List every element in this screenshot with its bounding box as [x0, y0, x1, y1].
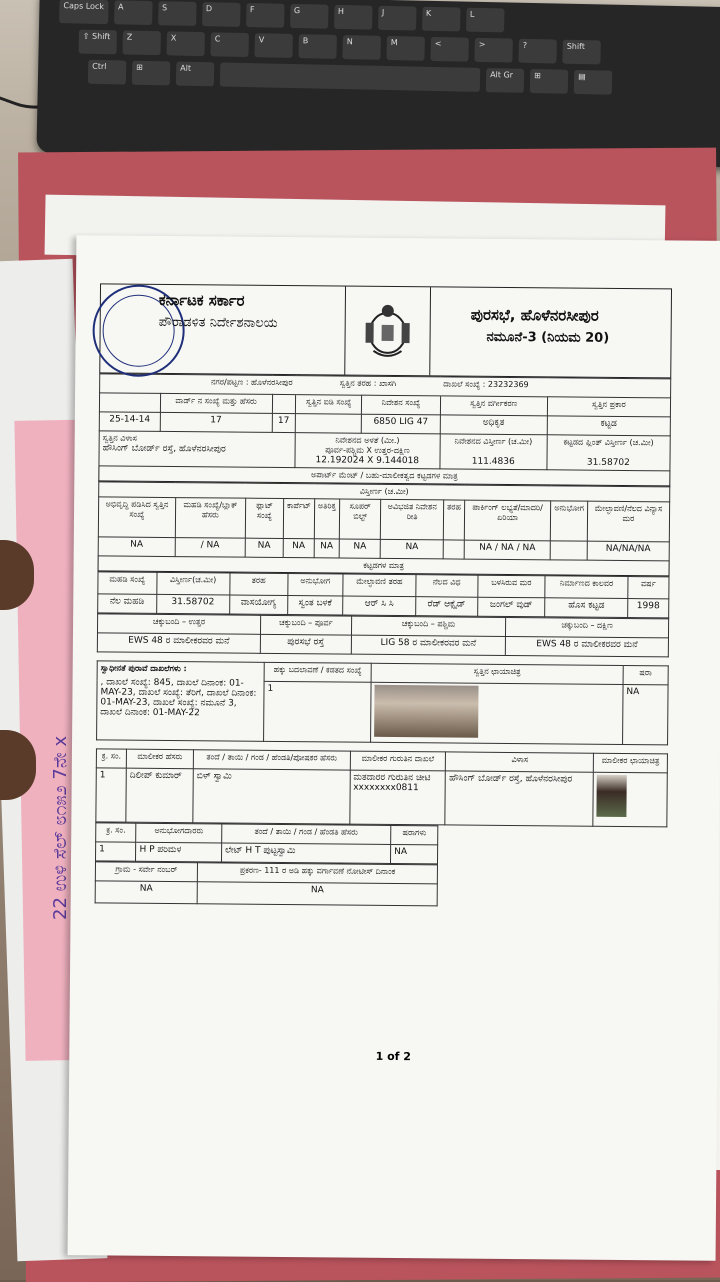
- column-header: ಅತಿರಿಕ್ತ: [314, 499, 339, 539]
- column-header: [99, 393, 160, 413]
- keyboard-key: Caps Lock: [59, 0, 108, 24]
- occupant-table: [95, 822, 439, 864]
- column-header: ತಂದೆ / ತಾಯಿ / ಗಂಡ / ಹೆಂಡತಿ/ಪೋಷಕರ ಹೆಸರು: [193, 750, 350, 770]
- table-cell: ಮತದಾರರ ಗುರುತಿನ ಚೀಟಿ xxxxxxxx0811: [349, 770, 445, 825]
- column-header: ನೆಲದ ವಿಧ: [416, 575, 478, 598]
- keyboard-row-3: [88, 60, 612, 95]
- table-cell: ಕಟ್ಟಡ: [547, 416, 670, 436]
- form-header: [99, 283, 672, 378]
- table-cell: EWS 48 ರ ಮಾಲೀಕರವರ ಮನೆ: [97, 633, 260, 653]
- ownership-evidence-table: [96, 660, 669, 745]
- keyboard-key: [220, 62, 480, 91]
- column-header: ಚಕ್ಕುಬಂದಿ – ಪಶ್ಚಿಮ: [351, 616, 506, 636]
- deed-label: ಸ್ವಾಧೀನತೆ ಪುರಾವೆ ದಾಖಲೆಗಳು :: [100, 663, 187, 674]
- table-cell: NA: [245, 538, 283, 557]
- owner-photo: [597, 775, 627, 817]
- building-table: [97, 571, 669, 618]
- table-cell: ಲೇಟ್ H T ಪುಟ್ಟಸ್ವಾಮಿ: [221, 843, 390, 863]
- column-header: ಫ್ಲಾಟ್ ಸಂಖ್ಯೆ: [245, 498, 283, 538]
- column-header: ಮಹಡಿ ಸಂಖ್ಯೆ/ಬ್ಲಾಕ್ ಹೆಸರು: [175, 498, 245, 539]
- keyboard-key: H: [334, 5, 372, 30]
- keyboard-key: Ctrl: [88, 60, 126, 85]
- property-photo: [374, 685, 478, 738]
- keyboard-key: C: [210, 32, 248, 57]
- building-section-title: ಕಟ್ಟಡಗಳ ಮಾತ್ರ: [98, 556, 670, 576]
- column-header: ಸೂಪರ್ ಬಿಲ್ಟ್: [339, 499, 381, 539]
- table-cell: NA: [197, 882, 437, 906]
- apartment-table: [98, 481, 671, 561]
- owner-table: [95, 748, 668, 827]
- column-header: ಮಾಲೀಕರ ಛಾಯಾಚಿತ್ರ: [594, 753, 668, 773]
- column-header: ಕ್ರ. ಸಂ.: [96, 749, 126, 768]
- municipality-title: ಪುರಸಭೆ, ಹೊಳೆನರಸೀಪುರ: [470, 305, 599, 325]
- dimensions-sub-label: ಪೂರ್ವ-ಪಶ್ಚಿಮ X ಉತ್ತರ-ದಕ್ಷಿಣ: [325, 445, 410, 456]
- column-header: ಗ್ರಾಮ - ಸರ್ವೇ ನಂಬರ್: [95, 862, 197, 882]
- column-header: ಷರಾಗಳು: [391, 825, 438, 844]
- keyboard-key: D: [202, 2, 240, 27]
- handwritten-note: 22 ಉಳಿ ಸೆಲ್ ೮೧೫೨ 7ನೇ x: [50, 735, 71, 920]
- table-cell: EWS 48 ರ ಮಾಲೀಕರವರ ಮನೆ: [505, 636, 668, 656]
- apartment-section-title: ಅಪಾರ್ಟ್ ಮೆಂಟ್ / ಬಹು-ಮಾಲೀಕತ್ವದ ಕಟ್ಟಡಗಳ ಮಾತ್ರ: [98, 466, 670, 486]
- column-header: [272, 394, 296, 413]
- keyboard-key: B: [298, 34, 336, 59]
- header-right: [430, 287, 671, 377]
- keyboard-key: Alt Gr: [486, 68, 524, 93]
- page-number: 1 of 2: [375, 1049, 412, 1064]
- column-header: ಕಾರ್ಪೆಟ್: [283, 499, 314, 539]
- transfer-value: 1: [264, 681, 372, 742]
- table-cell: ಪುರಸಭೆ ರಸ್ತೆ: [260, 634, 351, 654]
- column-header: ಮೇಲ್ಛಾವಣಿ/ನೆಲದ ವಿನ್ಯಾಸ ಮರ: [587, 501, 669, 542]
- keyboard-key: ⇧ Shift: [78, 30, 116, 55]
- header-left: [100, 284, 346, 374]
- column-header: ಚಕ್ಕುಬಂದಿ – ಪೂರ್ವ: [260, 615, 351, 635]
- keyboard-key: ?: [518, 39, 556, 64]
- column-header: ಅನುಭೋಗದಾರರು: [136, 823, 222, 843]
- keyboard-key: X: [166, 31, 204, 56]
- keyboard-key: V: [254, 33, 292, 58]
- keyboard-key: K: [422, 7, 460, 32]
- column-header: ಕ್ರ. ಸಂ.: [96, 823, 137, 842]
- table-cell: 31.58702: [156, 594, 229, 614]
- dimensions-value: 12.192024 X 9.144018: [315, 455, 420, 467]
- column-header: ಚಕ್ಕುಬಂದಿ – ಉತ್ತರ: [97, 614, 260, 634]
- property-type-label: ಸ್ವತ್ತಿನ ತರಹ : ಖಾಸಗಿ: [296, 376, 441, 396]
- table-cell: ಹೌಸಿಂಗ್ ಬೋರ್ಡ್ ರಸ್ತೆ, ಹೊಳೆನರಸೀಪುರ: [445, 771, 594, 826]
- keyboard-key: M: [386, 36, 424, 61]
- column-header: ಬಳಸಿರುವ ಮರ: [477, 575, 545, 598]
- form-page: [68, 235, 720, 1261]
- column-header: ತರಹ: [230, 573, 288, 596]
- address-label: ಸ್ವತ್ತಿನ ವಿಳಾಸ: [102, 433, 137, 443]
- directorate-title: ಪೌರಾಡಳಿತ ನಿರ್ದೇಶನಾಲಯ: [158, 314, 278, 331]
- column-header: ಮಾಲೀಕರ ಗುರುತಿನ ದಾಖಲೆ: [350, 751, 446, 771]
- column-header: ತರಹ: [443, 500, 464, 540]
- column-header: ಮಹಡಿ ಸಂಖ್ಯೆ: [98, 572, 157, 595]
- keyboard-key: Shift: [562, 40, 600, 65]
- state-emblem-icon: [359, 299, 416, 363]
- table-cell: ನೆಲ ಮಹಡಿ: [98, 594, 157, 614]
- table-cell: NA: [314, 539, 339, 558]
- column-header: ಮೇಲ್ಛಾವಣಿ ತರಹ: [343, 574, 416, 597]
- table-cell: NA: [98, 537, 175, 557]
- plinth-area-cell: [547, 435, 670, 471]
- property-id-table: [98, 373, 671, 471]
- address-cell: [99, 431, 295, 468]
- keyboard-key: J: [378, 6, 416, 31]
- keyboard-row-1: [59, 0, 504, 32]
- table-cell: NA: [283, 539, 314, 558]
- table-cell: 1998: [628, 599, 669, 618]
- form-number: ನಮೂನೆ-3 (ನಿಯಮ 20): [486, 329, 610, 346]
- table-cell: / NA: [175, 538, 245, 558]
- survey-table: [95, 861, 439, 906]
- government-title: ಕರ್ನಾಟಕ ಸರ್ಕಾರ: [158, 290, 245, 310]
- plinth-area-value: 31.58702: [586, 457, 630, 469]
- table-cell: ಸ್ವಂತ ಬಳಕೆ: [287, 596, 342, 615]
- property-form: [95, 283, 672, 908]
- keyboard-key: Alt: [176, 62, 214, 87]
- table-cell: ಅಧಿಕೃತ: [440, 415, 547, 435]
- keyboard-key: ▤: [574, 70, 612, 95]
- table-cell: LIG 58 ರ ಮಾಲೀಕರವರ ಮನೆ: [351, 635, 506, 655]
- dimensions-label: ನಿವೇಶನದ ಅಳತೆ (ಮೀ.): [335, 435, 400, 446]
- table-cell: 17: [160, 412, 272, 432]
- column-header: ಸ್ವತ್ತಿನ ಪ್ರಕಾರ: [547, 397, 670, 417]
- table-cell: ಆರ್ ಸಿ ಸಿ: [343, 596, 416, 616]
- table-cell: NA/NA/NA: [587, 541, 669, 561]
- table-cell: [443, 540, 464, 559]
- keyboard-key: F: [246, 3, 284, 28]
- record-number-label: ದಾಖಲೆ ಸಂಖ್ಯೆ : 23232369: [440, 377, 671, 398]
- deed-text: , ದಾಖಲೆ ಸಂಖ್ಯೆ: 845, ದಾಖಲೆ ದಿನಾಂಕ: 01-MAY-23, ದಾಖಲೆ ಸಂಖ್ಯೆ: ತೆರಿಗೆ, ದಾಖಲೆ ದಿನಾಂಕ: 01-MAY-23, ದಾಖಲೆ ಸಂಖ್ಯೆ: ನಮೂನೆ 3, ದಾಖಲೆ ದಿನಾಂಕ: 01-MAY-22: [100, 677, 257, 719]
- keyboard-key: L: [466, 8, 504, 33]
- column-header: ಸ್ವತ್ತಿನ ಐಡಿ ಸಂಖ್ಯೆ: [295, 395, 362, 415]
- deed-cell: [97, 661, 265, 741]
- table-cell: 1: [96, 842, 137, 861]
- keyboard-key: G: [290, 4, 328, 29]
- keyboard-key: N: [342, 35, 380, 60]
- keyboard-key: ⊞: [530, 69, 568, 94]
- site-area-value: 111.4836: [471, 456, 515, 468]
- keyboard-key: >: [474, 38, 512, 63]
- plinth-area-label: ಕಟ್ಟಡದ ಪ್ಲಿಂತ್ ವಿಸ್ತೀರ್ಣ (ಚ.ಮೀ): [563, 437, 654, 448]
- column-header: ವಾರ್ಡ್ ನ ಸಂಖ್ಯೆ ಮತ್ತು ಹೆಸರು: [160, 393, 272, 413]
- column-header: ಪಾರ್ಕಿಂಗ್ ಲಭ್ಯತೆ/ಮಾದರಿ/ಏರಿಯಾ: [464, 500, 550, 541]
- column-header: ವರ್ಷ: [628, 577, 669, 599]
- table-cell: 1: [96, 768, 126, 822]
- column-header: ಪ್ರಕರಣ- 111 ರ ಅಡಿ ಹಕ್ಕು ವರ್ಗಾವಣೆ ನೋಟೀಸ್ ದಿನಾಂಕ: [197, 863, 437, 884]
- table-cell: H P ಪರಿಮಳ: [136, 842, 222, 862]
- transfer-label: ಹಕ್ಕು ಬದಲಾವಣೆ / ಕಡತದ ಸಂಖ್ಯೆ: [264, 662, 371, 682]
- city-label: ನಗರ/ಪಟ್ಟಣ : ಹೊಳೆನರಸೀಪುರ: [100, 374, 296, 395]
- column-header: ಚಕ್ಕುಬಂದಿ – ದಕ್ಷಿಣ: [506, 617, 669, 637]
- column-header: ನಿರ್ಮಾಣದ ಕಾಲವರ: [545, 576, 628, 599]
- keyboard-key: ⊞: [132, 61, 170, 86]
- keyboard-key: S: [158, 1, 196, 26]
- remarks-value: NA: [622, 684, 668, 744]
- keyboard: [36, 0, 720, 167]
- table-cell: [295, 414, 362, 434]
- table-cell: NA: [381, 539, 444, 559]
- column-header: ನಿವೇಶನ ಸಂಖ್ಯೆ: [362, 395, 440, 415]
- table-cell: 17: [272, 413, 296, 432]
- column-header: ಸ್ವತ್ತಿನ ವರ್ಗೀಕರಣ: [440, 396, 547, 416]
- table-cell: ಹೊಸ ಕಟ್ಟಡ: [545, 598, 628, 618]
- column-header: ಅನುಭೋಗ: [550, 501, 587, 541]
- column-header: ತಂದೆ / ತಾಯಿ / ಗಂಡ / ಹೆಂಡತಿ ಹೆಸರು: [222, 824, 391, 844]
- property-photo-cell: [371, 682, 623, 744]
- table-cell: NA: [391, 844, 438, 863]
- site-area-label: ನಿವೇಶನದ ವಿಸ್ತೀರ್ಣ (ಚ.ಮೀ): [454, 436, 533, 447]
- table-cell: ದಿಲೀಪ್ ಕುಮಾರ್: [126, 768, 194, 823]
- column-header: ಮಾಲೀಕರ ಹೆಸರು: [126, 749, 193, 769]
- boundaries-table: [97, 613, 669, 657]
- table-cell: [550, 541, 587, 560]
- keyboard-key: Z: [122, 30, 160, 55]
- table-cell: NA / NA / NA: [464, 540, 550, 560]
- table-cell: NA: [339, 539, 381, 558]
- table-cell: ಜಂಗಲ್ ವುಡ್: [477, 597, 545, 617]
- address-value: ಹೌಸಿಂಗ್ ಬೋರ್ಡ್ ರಸ್ತೆ, ಹೊಳೆನರಸೀಪುರ: [102, 443, 226, 455]
- column-header: ವಿಳಾಸ: [446, 752, 594, 772]
- remarks-label: ಷರಾ: [623, 665, 668, 684]
- column-header: ಅನುಭೋಗ: [288, 574, 344, 596]
- table-cell: 25-14-14: [99, 412, 160, 432]
- column-header: ಅಭಿವೃದ್ಧಿ ಪಡಿಸಿದ ಸ್ವತ್ತಿನ ಸಂಖ್ಯೆ: [98, 497, 175, 538]
- site-area-cell: [440, 434, 548, 470]
- column-header: ಅವಿಭಜಿತ ನಿವೇಶನ ರೀತಿ: [381, 499, 444, 540]
- owner-photo-cell: [593, 772, 667, 827]
- table-cell: 6850 LIG 47: [362, 414, 440, 434]
- keyboard-row-2: [78, 30, 600, 65]
- table-cell: NA: [95, 881, 197, 904]
- header-emblem: [345, 287, 431, 376]
- keyboard-key: <: [430, 37, 468, 62]
- table-cell: ಬಿಳ್ ಸ್ವಾಮಿ: [193, 769, 350, 824]
- dimensions-cell: [295, 433, 440, 469]
- column-header: ವಿಸ್ತೀರ್ಣ(ಚ.ಮೀ): [156, 572, 229, 595]
- property-photo-label: ಸ್ವತ್ತಿನ ಛಾಯಾಚಿತ್ರ: [371, 663, 623, 684]
- keyboard-key: A: [114, 0, 152, 25]
- apartment-area-header: ವಿಸ್ತೀರ್ಣ (ಚ.ಮೀ): [99, 482, 670, 502]
- table-cell: ವಾಸಯೋಗ್ಯ: [229, 595, 287, 615]
- table-cell: ರೆಡ್ ಆಕ್ಸೈಡ್: [416, 597, 478, 617]
